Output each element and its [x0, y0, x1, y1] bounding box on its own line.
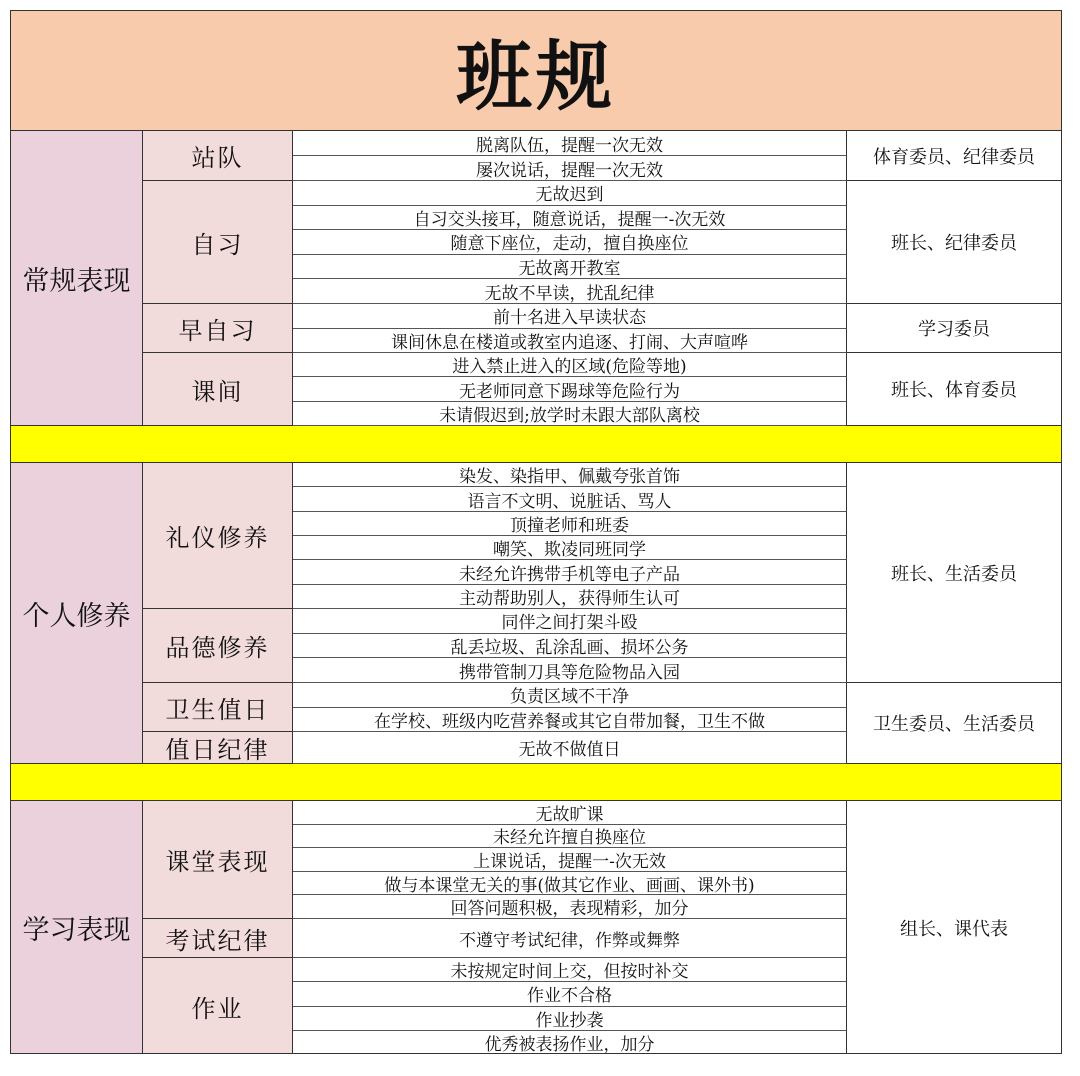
section-label: 个人修养	[11, 463, 143, 764]
title-bar	[11, 11, 1061, 131]
category-label: 卫生值日	[143, 683, 293, 732]
rule-item: 作业抄袭	[293, 1007, 847, 1031]
responsible-cell: 学习委员	[847, 304, 1061, 353]
responsible-cell: 班长、生活委员	[847, 463, 1061, 683]
category-label: 自习	[143, 181, 293, 304]
rule-item: 无故不早读，扰乱纪律	[293, 279, 847, 304]
rule-item: 自习交头接耳，随意说话，提醒一-次无效	[293, 206, 847, 231]
rule-item: 无故离开教室	[293, 255, 847, 280]
rule-item: 同伴之间打架斗殴	[293, 609, 847, 634]
category-label: 站队	[143, 131, 293, 181]
rule-item: 上课说话，提醒一-次无效	[293, 848, 847, 872]
rule-item: 进入禁止进入的区域(危险等地)	[293, 353, 847, 377]
rule-item: 屡次说话，提醒一次无效	[293, 156, 847, 181]
rule-item: 染发、染指甲、佩戴夸张首饰	[293, 463, 847, 487]
rule-item: 无故迟到	[293, 181, 847, 206]
responsible-cell: 组长、课代表	[847, 801, 1061, 1054]
rule-item: 不遵守考试纪律，作弊或舞弊	[293, 919, 847, 958]
rule-item: 脱离队伍，提醒一次无效	[293, 131, 847, 156]
rule-item: 未经允许携带手机等电子产品	[293, 560, 847, 584]
category-label: 考试纪律	[143, 919, 293, 958]
rule-item: 负责区域不干净	[293, 683, 847, 708]
rule-item: 作业不合格	[293, 982, 847, 1006]
rule-item: 主动帮助别人，获得师生认可	[293, 585, 847, 609]
rule-item: 嘲笑、欺凌同班同学	[293, 536, 847, 560]
rule-item: 乱丢垃圾、乱涂乱画、损坏公务	[293, 634, 847, 659]
rule-item: 课间休息在楼道或教室内追逐、打闹、大声喧哗	[293, 329, 847, 354]
rule-item: 做与本课堂无关的事(做其它作业、画画、课外书)	[293, 872, 847, 896]
category-label: 品德修养	[143, 609, 293, 683]
rule-item: 语言不文明、说脏话、骂人	[293, 487, 847, 511]
rule-item: 未按规定时间上交，但按时补交	[293, 958, 847, 982]
rule-item: 无故旷课	[293, 801, 847, 825]
rule-item: 携带管制刀具等危险物品入园	[293, 658, 847, 683]
category-label: 礼仪修养	[143, 463, 293, 609]
section-label: 常规表现	[11, 131, 143, 426]
responsible-cell: 班长、纪律委员	[847, 181, 1061, 304]
section-label: 学习表现	[11, 801, 143, 1054]
responsible-cell: 体育委员、纪律委员	[847, 131, 1061, 181]
category-label: 课间	[143, 353, 293, 426]
rule-item: 未经允许擅自换座位	[293, 825, 847, 849]
responsible-cell: 班长、体育委员	[847, 353, 1061, 426]
rule-item: 未请假迟到;放学时未跟大部队离校	[293, 402, 847, 426]
section-separator	[11, 764, 1061, 801]
class-rules-sheet	[10, 10, 1062, 1054]
rule-item: 前十名进入早读状态	[293, 304, 847, 329]
category-label: 值日纪律	[143, 732, 293, 764]
rule-item: 无老师同意下踢球等危险行为	[293, 377, 847, 401]
section-separator	[11, 426, 1061, 463]
rule-item: 回答问题积极，表现精彩，加分	[293, 895, 847, 919]
rule-item: 优秀被表扬作业，加分	[293, 1031, 847, 1054]
rule-item: 在学校、班级内吃营养餐或其它自带加餐，卫生不做	[293, 708, 847, 733]
rule-item: 无故不做值日	[293, 732, 847, 764]
responsible-cell: 卫生委员、生活委员	[847, 683, 1061, 764]
rule-item: 顶撞老师和班委	[293, 512, 847, 536]
page-title: 班规	[456, 32, 616, 121]
category-label: 早自习	[143, 304, 293, 353]
category-label: 作业	[143, 958, 293, 1054]
rule-item: 随意下座位，走动，擅自换座位	[293, 230, 847, 255]
category-label: 课堂表现	[143, 801, 293, 919]
